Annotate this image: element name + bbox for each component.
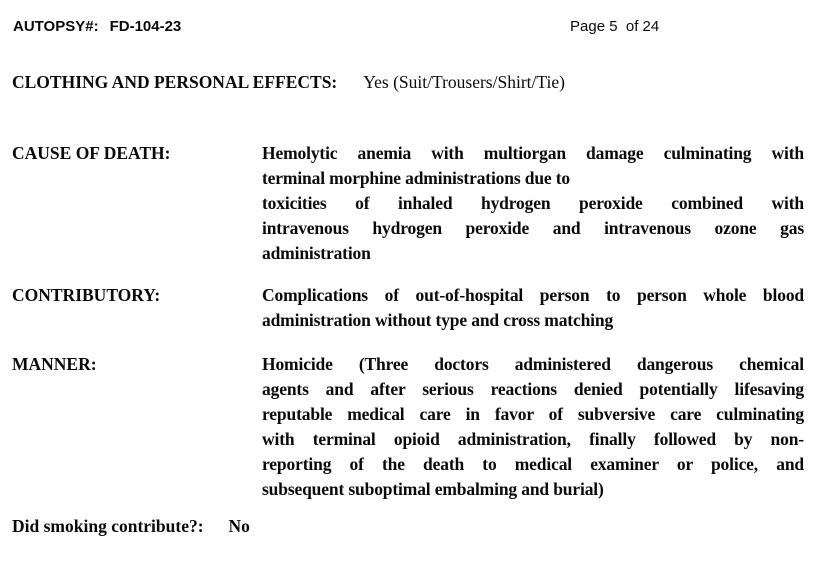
cause-of-death-line: Hemolytic anemia with multiorgan damage culminating with [262, 143, 804, 163]
page-number: Page 5 of 24 [570, 18, 660, 35]
cause-of-death-text [262, 141, 804, 266]
cause-of-death-line: terminal morphine administrations due to [262, 168, 571, 188]
cause-of-death-line: toxicities of inhaled hydrogen peroxide combined with [262, 193, 804, 213]
manner-text [262, 352, 804, 502]
autopsy-number-label: AUTOPSY#: [13, 18, 99, 35]
manner-line: reputable medical care in favor of subversive care culminating [262, 404, 804, 424]
contributory-line: Complications of out-of-hospital person to person whole blood [262, 285, 804, 305]
manner-line: subsequent suboptimal embalming and burial) [262, 479, 604, 499]
cause-of-death-line: administration [262, 243, 371, 263]
manner-line: Homicide (Three doctors administered dangerous chemical [262, 354, 804, 374]
clothing-effects-label: CLOTHING AND PERSONAL EFFECTS: [12, 72, 338, 92]
manner-line: agents and after serious reactions denied potentially lifesaving [262, 379, 804, 399]
cause-of-death-section [12, 141, 804, 266]
smoking-contribute-label: Did smoking contribute?: [12, 516, 204, 536]
clothing-effects-value: Yes (Suit/Trousers/Shirt/Tie) [363, 72, 565, 92]
manner-line: reporting of the death to medical examiner or police, and [262, 454, 804, 474]
cause-of-death-label: CAUSE OF DEATH: [12, 143, 171, 163]
contributory-label: CONTRIBUTORY: [12, 285, 161, 305]
contributory-section [12, 283, 804, 333]
clothing-effects-line [12, 70, 810, 95]
autopsy-number-line [13, 17, 181, 37]
manner-line: with terminal opioid administration, finally followed by non- [262, 429, 804, 449]
contributory-line: administration without type and cross matching [262, 310, 614, 330]
cause-of-death-line: intravenous hydrogen peroxide and intravenous ozone gas [262, 218, 804, 238]
smoking-contribute-line [12, 514, 250, 539]
contributory-text [262, 283, 804, 333]
autopsy-number-value: FD-104-23 [109, 18, 182, 35]
smoking-contribute-value: No [228, 516, 250, 536]
manner-section [12, 352, 804, 502]
manner-label: MANNER: [12, 354, 97, 374]
